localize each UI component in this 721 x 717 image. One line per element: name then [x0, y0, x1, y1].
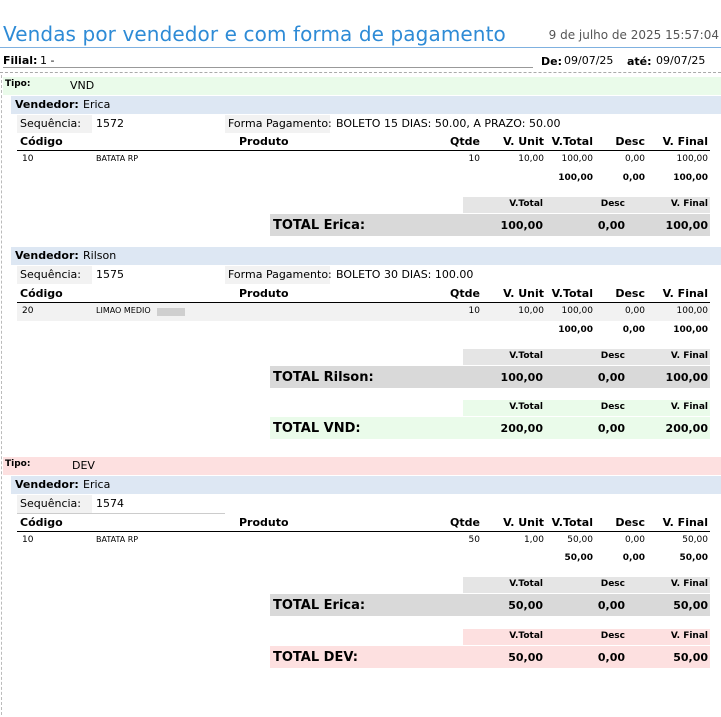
seller-total-label: TOTAL Erica:	[273, 218, 366, 233]
filial-label: Filial:	[3, 54, 38, 67]
group-total-band	[270, 417, 710, 439]
seller-total-desc: 0,00	[597, 371, 625, 384]
total-hdr-desc: Desc	[600, 351, 625, 361]
seller-total-band	[270, 594, 710, 616]
vendedor-band	[11, 96, 721, 114]
col-vfinal: V. Final	[662, 135, 708, 148]
subtotal-row	[17, 171, 710, 189]
forma-label: Forma Pagamento:	[228, 117, 332, 130]
filial-underline	[3, 67, 533, 68]
total-hdr-desc: Desc	[600, 579, 625, 589]
total-hdr-vtotal: V.Total	[509, 199, 543, 209]
item-vtotal: 50,00	[567, 535, 593, 545]
col-desc: Desc	[615, 287, 645, 300]
group-total-vtotal: 200,00	[500, 422, 543, 435]
col-codigo: Código	[20, 287, 63, 300]
subtotal-vfinal: 50,00	[679, 553, 708, 563]
col-qtde: Qtde	[450, 516, 480, 529]
item-codigo: 20	[22, 306, 34, 316]
col-vunit: V. Unit	[503, 287, 544, 300]
vendedor-band	[11, 476, 721, 494]
vendedor-name: Erica	[83, 478, 111, 491]
subtotal-desc: 0,00	[622, 553, 645, 563]
vendedor-band	[11, 247, 721, 265]
item-codigo: 10	[22, 154, 34, 164]
report-title: Vendas por vendedor e com forma de pagamento	[3, 22, 506, 46]
seller-total-band	[270, 366, 710, 388]
seller-total-vtotal: 50,00	[508, 599, 543, 612]
tipo-label: Tipo:	[5, 79, 31, 89]
forma-label-box	[225, 266, 330, 284]
total-hdr-vfinal: V. Final	[670, 402, 708, 412]
ate-label: até:	[627, 55, 652, 68]
item-produto: LIMAO MEDIO	[96, 306, 151, 315]
group-total-vtotal: 50,00	[508, 651, 543, 664]
vendedor-name: Rilson	[83, 249, 117, 262]
col-desc: Desc	[615, 135, 645, 148]
sequencia-value: 1572	[96, 117, 124, 130]
item-vfinal: 50,00	[682, 535, 708, 545]
seller-total-vtotal: 100,00	[500, 371, 543, 384]
subtotal-vtotal: 100,00	[558, 173, 593, 183]
total-hdr-vfinal: V. Final	[670, 351, 708, 361]
item-qtde: 10	[468, 306, 480, 316]
title-rule	[0, 47, 721, 48]
left-margin-line	[1, 75, 2, 715]
de-value: 09/07/25	[564, 54, 614, 67]
seller-total-desc: 0,00	[597, 219, 625, 232]
col-produto: Produto	[239, 287, 289, 300]
seller-total-vtotal: 100,00	[500, 219, 543, 232]
subtotal-desc: 0,00	[622, 173, 645, 183]
total-header-band	[463, 197, 710, 213]
col-codigo: Código	[20, 516, 63, 529]
col-vtotal: V.Total	[551, 287, 593, 300]
total-hdr-vtotal: V.Total	[509, 402, 543, 412]
subtotal-vtotal: 50,00	[564, 553, 593, 563]
table-row	[17, 303, 710, 321]
total-hdr-vtotal: V.Total	[509, 579, 543, 589]
total-hdr-vtotal: V.Total	[509, 351, 543, 361]
filial-value: 1 -	[40, 54, 55, 67]
forma-value: BOLETO 30 DIAS: 100.00	[336, 268, 474, 281]
col-vunit: V. Unit	[503, 135, 544, 148]
total-hdr-vfinal: V. Final	[670, 631, 708, 641]
col-codigo: Código	[20, 135, 63, 148]
forma-value: BOLETO 15 DIAS: 50.00, A PRAZO: 50.00	[336, 117, 561, 130]
sequencia-label: Sequência:	[20, 117, 81, 130]
tipo-band-dev	[3, 457, 721, 475]
vendedor-name: Erica	[83, 98, 111, 111]
sequencia-value: 1574	[96, 497, 124, 510]
forma-label: Forma Pagamento:	[228, 268, 332, 281]
seller-total-vfinal: 50,00	[673, 599, 708, 612]
col-produto: Produto	[239, 135, 289, 148]
de-label: De:	[541, 55, 562, 68]
col-qtde: Qtde	[450, 287, 480, 300]
group-total-label: TOTAL DEV:	[273, 650, 358, 665]
total-header-band	[463, 349, 710, 365]
item-desc: 0,00	[624, 535, 645, 545]
tipo-band-vnd	[3, 77, 721, 95]
sequencia-label: Sequência:	[20, 268, 81, 281]
item-vfinal: 100,00	[676, 306, 708, 316]
ate-value: 09/07/25	[656, 54, 706, 67]
sequencia-label-box	[17, 115, 92, 133]
seller-total-label: TOTAL Erica:	[273, 598, 366, 613]
total-hdr-vfinal: V. Final	[670, 199, 708, 209]
vendedor-label: Vendedor:	[15, 478, 79, 491]
item-desc: 0,00	[624, 306, 645, 316]
tipo-value: DEV	[72, 459, 95, 472]
item-produto: BATATA RP	[96, 535, 139, 544]
col-produto: Produto	[239, 516, 289, 529]
item-vtotal: 100,00	[561, 306, 593, 316]
group-total-header-band	[463, 400, 710, 416]
group-total-desc: 0,00	[597, 422, 625, 435]
report-datetime: 9 de julho de 2025 15:57:04	[548, 28, 719, 42]
tipo-value: VND	[70, 79, 95, 92]
total-hdr-vfinal: V. Final	[670, 579, 708, 589]
item-vunit: 1,00	[523, 535, 544, 545]
col-qtde: Qtde	[450, 135, 480, 148]
subtotal-row	[17, 551, 710, 569]
seller-total-band	[270, 214, 710, 236]
total-hdr-desc: Desc	[600, 631, 625, 641]
seller-total-desc: 0,00	[597, 599, 625, 612]
subtotal-vfinal: 100,00	[673, 325, 708, 335]
group-total-vfinal: 50,00	[673, 651, 708, 664]
group-total-vfinal: 200,00	[665, 422, 708, 435]
group-total-label: TOTAL VND:	[273, 421, 361, 436]
seller-total-vfinal: 100,00	[665, 371, 708, 384]
table-row	[17, 152, 710, 170]
group-total-band	[270, 646, 710, 668]
subtotal-desc: 0,00	[622, 325, 645, 335]
tipo-label: Tipo:	[5, 459, 31, 469]
item-qtde: 50	[468, 535, 480, 545]
subtotal-vfinal: 100,00	[673, 173, 708, 183]
item-codigo: 10	[22, 535, 34, 545]
total-hdr-vtotal: V.Total	[509, 631, 543, 641]
table-row	[17, 532, 710, 550]
group-total-desc: 0,00	[597, 651, 625, 664]
seller-total-vfinal: 100,00	[665, 219, 708, 232]
subtotal-vtotal: 100,00	[558, 325, 593, 335]
group-total-header-band	[463, 629, 710, 645]
header-divider	[0, 72, 721, 73]
sequencia-underline	[17, 513, 225, 514]
redacted-mark	[157, 308, 185, 316]
sequencia-label-box	[17, 266, 92, 284]
sequencia-value: 1575	[96, 268, 124, 281]
subtotal-row	[17, 323, 710, 341]
col-vfinal: V. Final	[662, 516, 708, 529]
sequencia-label: Sequência:	[20, 497, 81, 510]
column-header-rule	[17, 150, 710, 151]
total-hdr-desc: Desc	[600, 402, 625, 412]
total-hdr-desc: Desc	[600, 199, 625, 209]
item-qtde: 10	[468, 154, 480, 164]
col-vunit: V. Unit	[503, 516, 544, 529]
col-desc: Desc	[615, 516, 645, 529]
forma-label-box	[225, 115, 330, 133]
sequencia-label-box	[17, 495, 92, 513]
vendedor-label: Vendedor:	[15, 98, 79, 111]
total-header-band	[463, 577, 710, 593]
col-vtotal: V.Total	[551, 516, 593, 529]
item-vunit: 10,00	[518, 306, 544, 316]
item-vtotal: 100,00	[561, 154, 593, 164]
item-produto: BATATA RP	[96, 154, 139, 163]
item-vunit: 10,00	[518, 154, 544, 164]
item-vfinal: 100,00	[676, 154, 708, 164]
vendedor-label: Vendedor:	[15, 249, 79, 262]
seller-total-label: TOTAL Rilson:	[273, 370, 374, 385]
col-vtotal: V.Total	[551, 135, 593, 148]
col-vfinal: V. Final	[662, 287, 708, 300]
item-desc: 0,00	[624, 154, 645, 164]
